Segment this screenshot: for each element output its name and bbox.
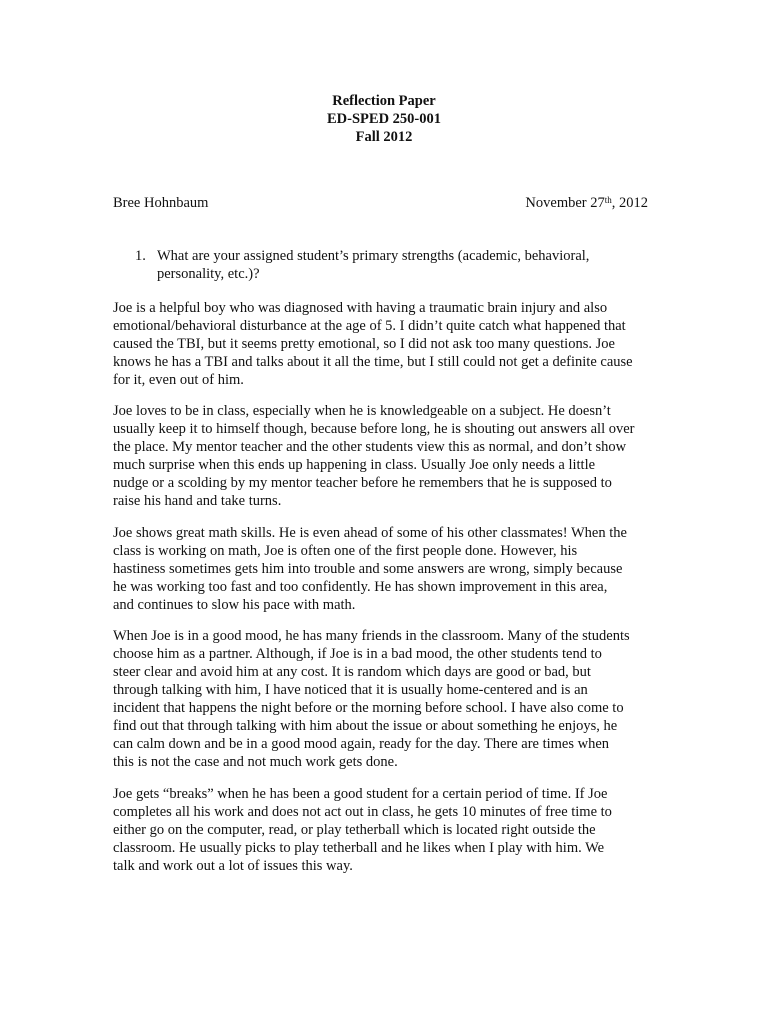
paragraph-line: caused the TBI, but it seems pretty emotional, so I did not ask too many questions. Joe — [113, 336, 615, 352]
paragraph-1 — [113, 299, 658, 389]
paragraph-line: this is not the case and not much work gets done. — [113, 754, 398, 770]
question-line: personality, etc.)? — [157, 266, 260, 282]
paragraph-line: much surprise when this ends up happening in class. Usually Joe only needs a little — [113, 457, 596, 473]
question-text — [157, 247, 637, 283]
paragraph-line: Joe shows great math skills. He is even ahead of some of his other classmates! When the — [113, 525, 627, 541]
paragraph-3 — [113, 524, 658, 614]
paragraph-line: choose him as a partner. Although, if Joe is in a bad mood, the other students tend to — [113, 646, 602, 662]
paragraph-line: class is working on math, Joe is often one of the first people done. However, his — [113, 543, 578, 559]
paragraph-line: knows he has a TBI and talks about it all the time, but I still could not get a definite cause — [113, 354, 633, 370]
paragraph-line: classroom. He usually picks to play tetherball and he likes when I play with him. We — [113, 840, 605, 856]
paragraph-line: Joe loves to be in class, especially when he is knowledgeable on a subject. He doesn’t — [113, 403, 611, 419]
paragraph-line: can calm down and be in a good mood again, ready for the day. There are times when — [113, 736, 610, 752]
date-month-day: November 27 — [525, 195, 605, 211]
course-code: ED-SPED 250-001 — [327, 111, 441, 127]
question-number: 1. — [135, 248, 146, 264]
document-date — [525, 194, 648, 212]
paragraph-line: talk and work out a lot of issues this way. — [113, 858, 353, 874]
paragraph-line: either go on the computer, read, or play tetherball which is located right outside the — [113, 822, 596, 838]
paragraph-line: find out that through talking with him about the issue or about something he enjoys, he — [113, 718, 618, 734]
document-title: Reflection Paper — [332, 93, 436, 109]
date-year: , 2012 — [611, 195, 648, 211]
paragraph-line: incident that happens the night before or the morning before school. I have also come to — [113, 700, 624, 716]
paragraph-line: When Joe is in a good mood, he has many friends in the classroom. Many of the students — [113, 628, 630, 644]
paragraph-line: completes all his work and does not act out in class, he gets 10 minutes of free time to — [113, 804, 612, 820]
question-line: What are your assigned student’s primary strengths (academic, behavioral, — [157, 248, 590, 264]
paragraph-line: usually keep it to himself though, because before long, he is shouting out answers all over — [113, 421, 635, 437]
paragraph-line: Joe gets “breaks” when he has been a good student for a certain period of time. If Joe — [113, 786, 608, 802]
paragraph-line: he was working too fast and too confidently. He has shown improvement in this area, — [113, 579, 608, 595]
paragraph-line: steer clear and avoid him at any cost. It is random which days are good or bad, but — [113, 664, 591, 680]
paragraph-line: emotional/behavioral disturbance at the age of 5. I didn’t quite catch what happened that — [113, 318, 626, 334]
author-name: Bree Hohnbaum — [113, 195, 209, 211]
paragraph-line: raise his hand and take turns. — [113, 493, 282, 509]
paragraph-line: hastiness sometimes gets him into trouble and some answers are wrong, simply because — [113, 561, 623, 577]
paragraph-line: through talking with him, I have noticed that it is usually home-centered and is an — [113, 682, 588, 698]
paragraph-2 — [113, 402, 658, 510]
paragraph-4 — [113, 627, 658, 771]
date-ordinal-suffix: th — [604, 195, 612, 205]
paragraph-line: Joe is a helpful boy who was diagnosed with having a traumatic brain injury and also — [113, 300, 608, 316]
paragraph-line: nudge or a scolding by my mentor teacher before he remembers that he is supposed to — [113, 475, 612, 491]
paragraph-5 — [113, 785, 658, 875]
paragraph-line: and continues to slow his pace with math. — [113, 597, 356, 613]
paragraph-line: the place. My mentor teacher and the other students view this as normal, and don’t show — [113, 439, 627, 455]
term: Fall 2012 — [355, 129, 413, 145]
paragraph-line: for it, even out of him. — [113, 372, 244, 388]
